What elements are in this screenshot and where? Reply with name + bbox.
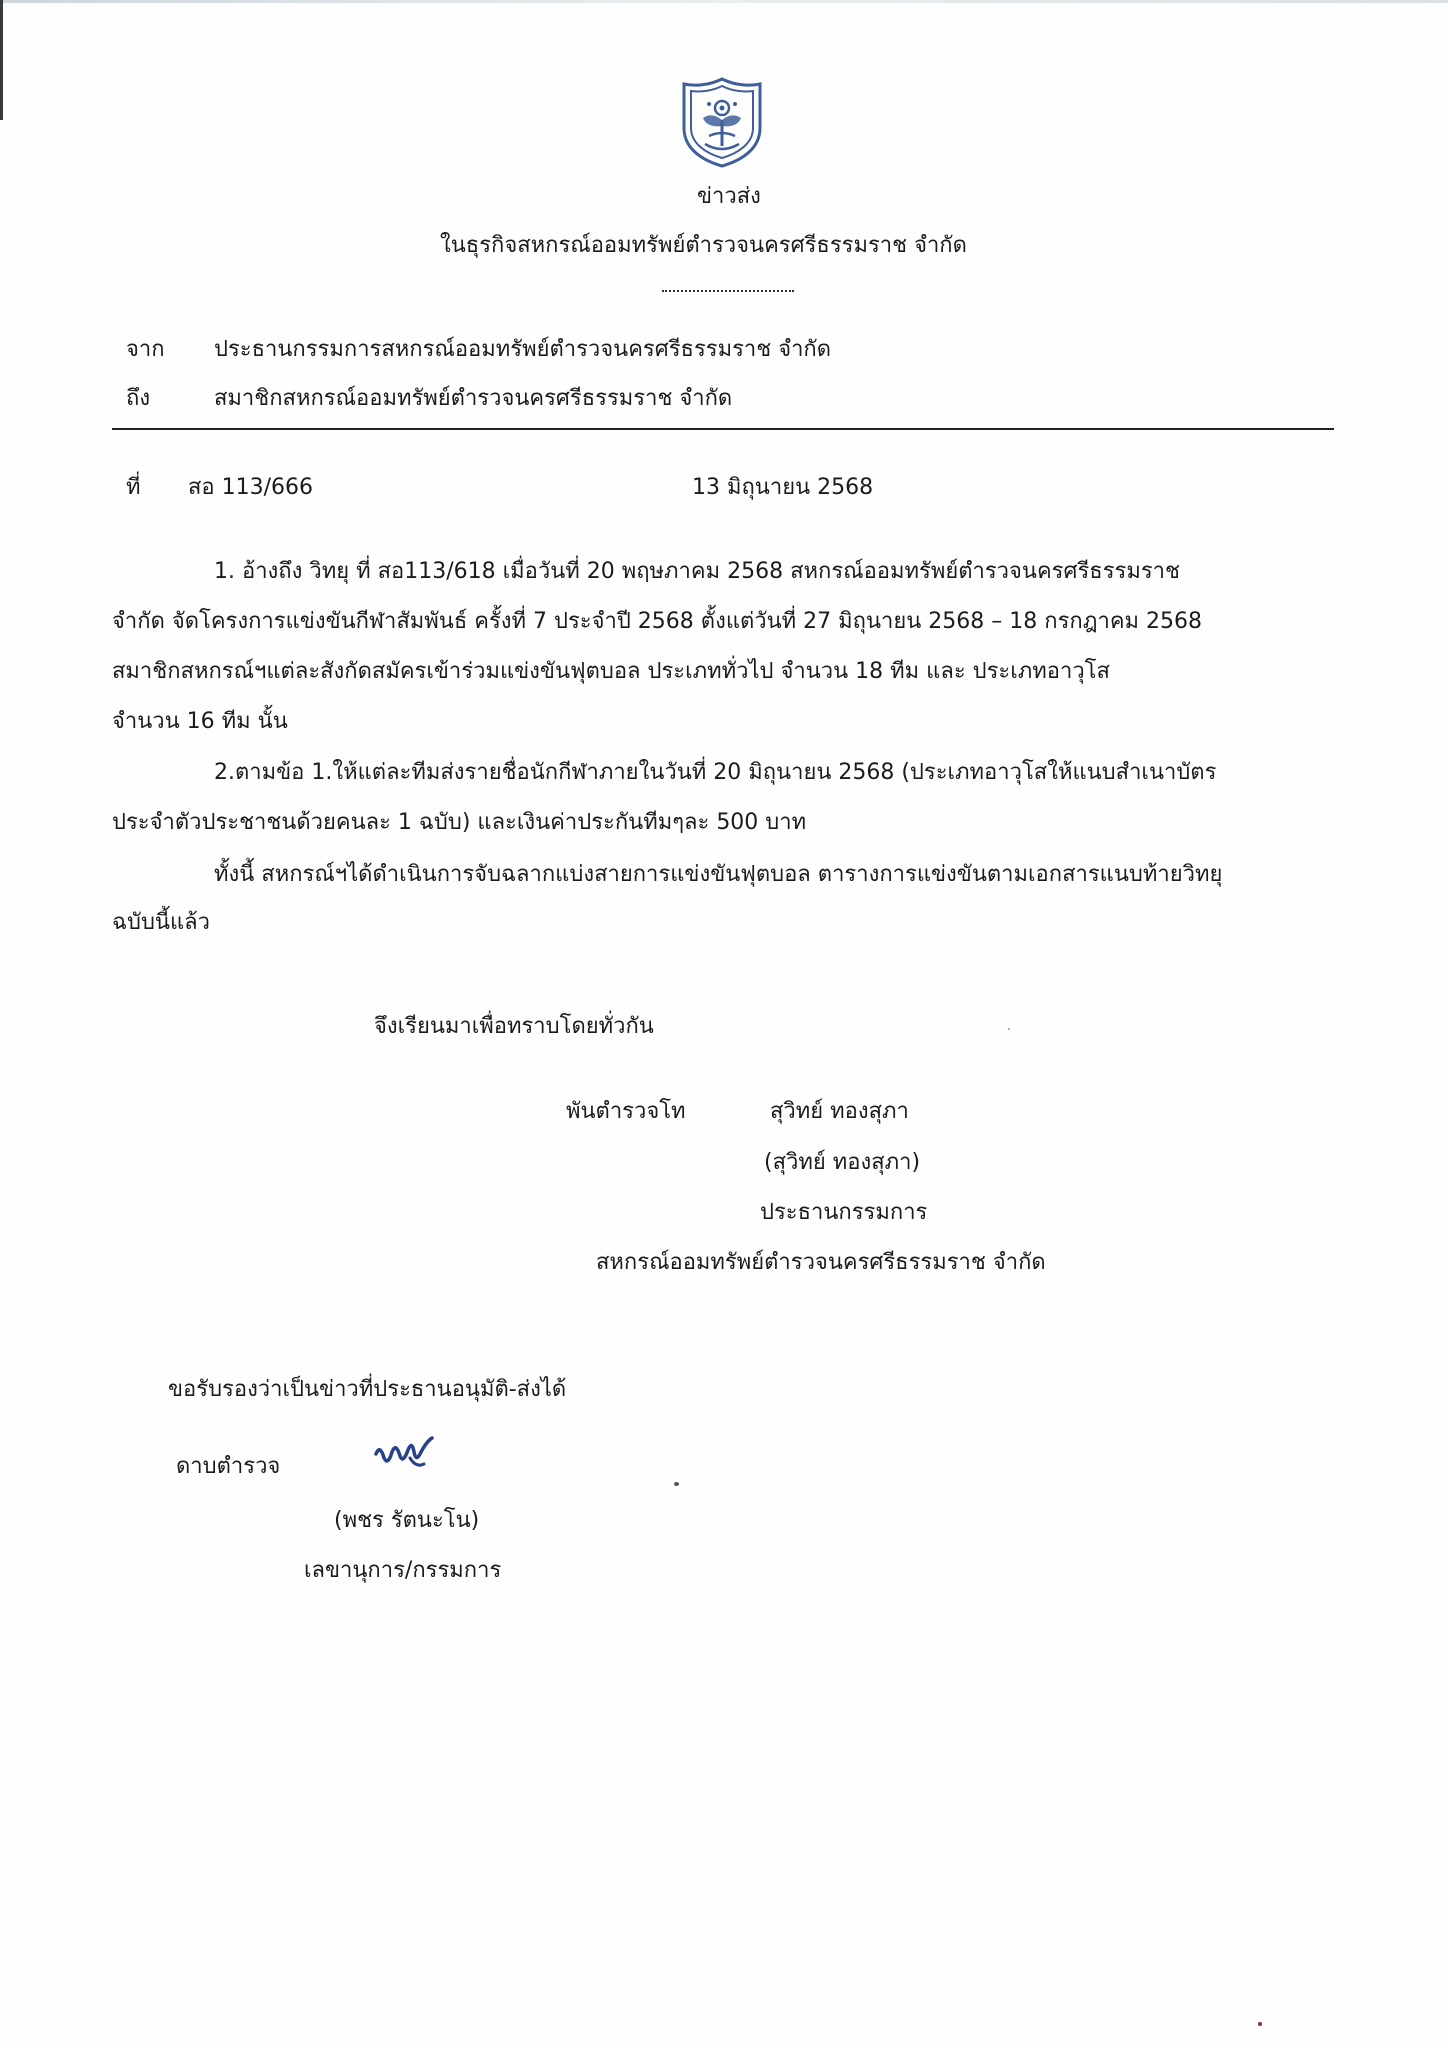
- dotted-separator: [662, 290, 794, 292]
- reference-label: ที่: [126, 475, 141, 500]
- reference-number: สอ 113/666: [188, 475, 314, 500]
- scan-edge-left: [0, 0, 3, 120]
- paragraph-1-line-4: จำนวน 16 ทีม นั้น: [112, 709, 288, 734]
- scan-edge-top: [0, 0, 1448, 3]
- handwritten-signature-icon: [370, 1432, 450, 1482]
- scan-speck: [1008, 1028, 1010, 1030]
- from-value: ประธานกรรมการสหกรณ์ออมทรัพย์ตำรวจนครศรีธรรมราช จำกัด: [214, 337, 832, 362]
- paragraph-2-line-1: 2.ตามข้อ 1.ให้แต่ละทีมส่งรายชื่อนักกีฬาภายในวันที่ 20 มิถุนายน 2568 (ประเภทอาวุโสให้แนบสำเนาบัตร: [214, 760, 1217, 785]
- paragraph-1-line-3: สมาชิกสหกรณ์ฯแต่ละสังกัดสมัครเข้าร่วมแข่งขันฟุตบอล ประเภททั่วไป จำนวน 18 ทีม และ ประเภทอาวุโส: [112, 659, 1110, 684]
- to-value: สมาชิกสหกรณ์ออมทรัพย์ตำรวจนครศรีธรรมราช จำกัด: [214, 386, 733, 411]
- to-label: ถึง: [126, 386, 151, 411]
- certification-statement: ขอรับรองว่าเป็นข่าวที่ประธานอนุมัติ-ส่งได้: [168, 1377, 567, 1402]
- scan-speck: [1258, 2022, 1262, 2026]
- cooperative-seal-icon: [681, 76, 763, 168]
- header-divider: [112, 428, 1334, 430]
- paragraph-1-line-1: 1. อ้างถึง วิทยุ ที่ สอ113/618 เมื่อวันที่ 20 พฤษภาคม 2568 สหกรณ์ออมทรัพย์ตำรวจนครศรีธรรมราช: [214, 559, 1180, 584]
- signatory-position: ประธานกรรมการ: [760, 1200, 928, 1225]
- signatory-name: สุวิทย์ ทองสุภา: [770, 1099, 909, 1124]
- scan-speck: [674, 1482, 679, 1486]
- signatory-organization: สหกรณ์ออมทรัพย์ตำรวจนครศรีธรรมราช จำกัด: [596, 1250, 1046, 1275]
- certifier-position: เลขานุการ/กรรมการ: [304, 1558, 502, 1583]
- paragraph-2-line-2: ประจำตัวประชาชนด้วยคนละ 1 ฉบับ) และเงินค่าประกันทีมๆละ 500 บาท: [112, 810, 807, 835]
- reference-date: 13 มิถุนายน 2568: [692, 475, 874, 500]
- certifier-name-paren: (พชร รัตนะโน): [334, 1508, 480, 1533]
- paragraph-3-line-1: ทั้งนี้ สหกรณ์ฯได้ดำเนินการจับฉลากแบ่งสายการแข่งขันฟุตบอล ตารางการแข่งขันตามเอกสารแนบท้ายวิทยุ: [214, 862, 1223, 887]
- paragraph-1-line-2: จำกัด จัดโครงการแข่งขันกีฬาสัมพันธ์ ครั้งที่ 7 ประจำปี 2568 ตั้งแต่วันที่ 27 มิถุนายน 2568 – 18 กรกฎาคม 2568: [112, 609, 1203, 634]
- signatory-name-paren: (สุวิทย์ ทองสุภา): [764, 1150, 921, 1175]
- from-label: จาก: [126, 337, 165, 362]
- closing-statement: จึงเรียนมาเพื่อทราบโดยทั่วกัน: [374, 1014, 654, 1039]
- document-title: ข่าวส่ง: [697, 184, 761, 209]
- paragraph-3-line-2: ฉบับนี้แล้ว: [112, 910, 210, 935]
- document-subtitle: ในธุรกิจสหกรณ์ออมทรัพย์ตำรวจนครศรีธรรมราช จำกัด: [440, 233, 967, 258]
- signatory-rank: พันตำรวจโท: [566, 1099, 686, 1124]
- certification-rank: ดาบตำรวจ: [176, 1454, 281, 1479]
